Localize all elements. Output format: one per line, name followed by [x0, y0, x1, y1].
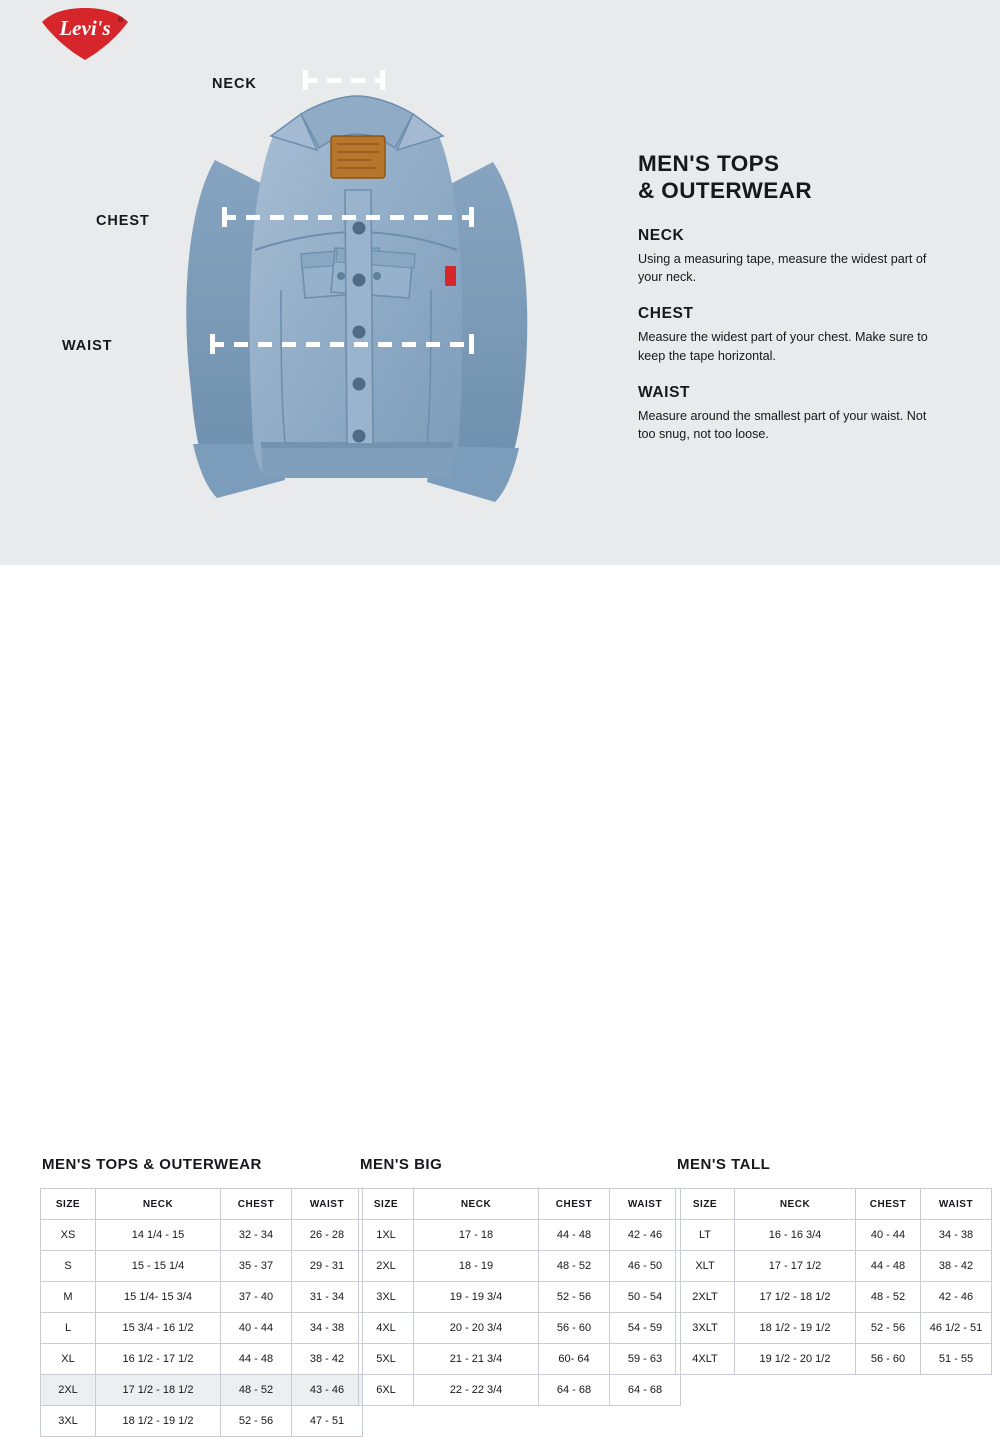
- table-row: [359, 1313, 681, 1344]
- neck-measure-cap-right: [380, 70, 385, 90]
- cell-size: LT: [676, 1220, 735, 1251]
- cell-size: XLT: [676, 1251, 735, 1282]
- cell-size: 5XL: [359, 1344, 414, 1375]
- cell-waist: 54 - 59: [610, 1313, 681, 1344]
- cell-neck: 15 1/4- 15 3/4: [96, 1282, 221, 1313]
- cell-waist: 46 - 50: [610, 1251, 681, 1282]
- table-row: [359, 1220, 681, 1251]
- table-row: [359, 1375, 681, 1406]
- cell-waist: 38 - 42: [292, 1344, 363, 1375]
- cell-chest: 56 - 60: [539, 1313, 610, 1344]
- cell-chest: 48 - 52: [856, 1282, 921, 1313]
- table-row: [676, 1220, 992, 1251]
- instruction-heading-neck: NECK: [638, 226, 685, 244]
- size-charts: [0, 565, 1000, 1427]
- cell-waist: 59 - 63: [610, 1344, 681, 1375]
- measuring-instructions: [638, 150, 938, 443]
- cell-chest: 32 - 34: [221, 1220, 292, 1251]
- table-header-row: [41, 1189, 363, 1220]
- cell-chest: 52 - 56: [539, 1282, 610, 1313]
- neck-measure-cap-left: [303, 70, 308, 90]
- cell-waist: 42 - 46: [610, 1220, 681, 1251]
- column-header-size: SIZE: [676, 1189, 735, 1220]
- cell-neck: 19 1/2 - 20 1/2: [735, 1344, 856, 1375]
- table-row: [41, 1220, 363, 1251]
- instruction-heading-chest: CHEST: [638, 305, 694, 323]
- cell-chest: 44 - 48: [539, 1220, 610, 1251]
- cell-neck: 19 - 19 3/4: [414, 1282, 539, 1313]
- waist-measure-label: WAIST: [62, 338, 113, 354]
- cell-size: M: [41, 1282, 96, 1313]
- cell-chest: 35 - 37: [221, 1251, 292, 1282]
- cell-size: 1XL: [359, 1220, 414, 1251]
- cell-neck: 21 - 21 3/4: [414, 1344, 539, 1375]
- table-row: [41, 1313, 363, 1344]
- cell-waist: 51 - 55: [921, 1344, 992, 1375]
- chest-measure-cap-left: [222, 207, 227, 227]
- table-row: [359, 1251, 681, 1282]
- size-chart-big: [358, 1156, 681, 1406]
- svg-text:®: ®: [118, 17, 124, 24]
- column-header-waist: WAIST: [610, 1189, 681, 1220]
- cell-neck: 17 1/2 - 18 1/2: [96, 1375, 221, 1406]
- column-header-size: SIZE: [41, 1189, 96, 1220]
- size-chart-tops-outerwear: [40, 1156, 363, 1437]
- cell-chest: 48 - 52: [221, 1375, 292, 1406]
- size-chart-title: MEN'S BIG: [360, 1156, 443, 1173]
- neck-measure-label: NECK: [212, 76, 257, 92]
- cell-chest: 48 - 52: [539, 1251, 610, 1282]
- cell-size: 3XLT: [676, 1313, 735, 1344]
- cell-chest: 56 - 60: [856, 1344, 921, 1375]
- page-title: [638, 150, 938, 205]
- cell-size: 3XL: [359, 1282, 414, 1313]
- waist-measure-cap-left: [210, 334, 215, 354]
- table-row: [41, 1282, 363, 1313]
- page-title-line-2: & OUTERWEAR: [638, 178, 812, 204]
- cell-waist: 34 - 38: [921, 1220, 992, 1251]
- table-row: [676, 1251, 992, 1282]
- cell-size: 4XLT: [676, 1344, 735, 1375]
- cell-size: 6XL: [359, 1375, 414, 1406]
- cell-chest: 44 - 48: [856, 1251, 921, 1282]
- cell-waist: 47 - 51: [292, 1406, 363, 1437]
- column-header-neck: NECK: [414, 1189, 539, 1220]
- table-row: [359, 1282, 681, 1313]
- cell-size: XS: [41, 1220, 96, 1251]
- cell-neck: 15 3/4 - 16 1/2: [96, 1313, 221, 1344]
- cell-waist: 43 - 46: [292, 1375, 363, 1406]
- table-row: [41, 1406, 363, 1437]
- cell-size: S: [41, 1251, 96, 1282]
- waist-measure-line: [210, 342, 474, 347]
- cell-chest: 60- 64: [539, 1344, 610, 1375]
- cell-size: 2XLT: [676, 1282, 735, 1313]
- size-chart-title: MEN'S TALL: [677, 1156, 771, 1173]
- size-table: [358, 1188, 681, 1406]
- table-row: [676, 1282, 992, 1313]
- cell-waist: 26 - 28: [292, 1220, 363, 1251]
- cell-waist: 29 - 31: [292, 1251, 363, 1282]
- chest-measure-line: [222, 215, 474, 220]
- cell-neck: 17 1/2 - 18 1/2: [735, 1282, 856, 1313]
- cell-waist: 50 - 54: [610, 1282, 681, 1313]
- table-row: [41, 1251, 363, 1282]
- cell-chest: 44 - 48: [221, 1344, 292, 1375]
- cell-neck: 18 1/2 - 19 1/2: [96, 1406, 221, 1437]
- cell-neck: 22 - 22 3/4: [414, 1375, 539, 1406]
- size-chart-tall: [675, 1156, 992, 1375]
- size-table: [40, 1188, 363, 1437]
- chest-measure-label: CHEST: [96, 213, 150, 229]
- cell-chest: 40 - 44: [221, 1313, 292, 1344]
- page-title-line-1: MEN'S TOPS: [638, 151, 780, 176]
- cell-neck: 16 1/2 - 17 1/2: [96, 1344, 221, 1375]
- column-header-waist: WAIST: [921, 1189, 992, 1220]
- instruction-body-neck: Using a measuring tape, measure the widest part of your neck.: [638, 251, 927, 285]
- cell-neck: 18 - 19: [414, 1251, 539, 1282]
- instruction-body-waist: Measure around the smallest part of your waist. Not too snug, not too loose.: [638, 408, 927, 442]
- table-row: [41, 1344, 363, 1375]
- column-header-neck: NECK: [735, 1189, 856, 1220]
- cell-waist: 46 1/2 - 51: [921, 1313, 992, 1344]
- cell-neck: 14 1/4 - 15: [96, 1220, 221, 1251]
- table-row: [676, 1344, 992, 1375]
- cell-neck: 17 - 18: [414, 1220, 539, 1251]
- hero-banner: [0, 0, 1000, 565]
- size-table: [675, 1188, 992, 1375]
- table-header-row: [359, 1189, 681, 1220]
- column-header-waist: WAIST: [292, 1189, 363, 1220]
- cell-chest: 40 - 44: [856, 1220, 921, 1251]
- cell-size: 2XL: [41, 1375, 96, 1406]
- cell-size: 3XL: [41, 1406, 96, 1437]
- jacket-illustration: [95, 40, 615, 530]
- chest-measure-cap-right: [469, 207, 474, 227]
- cell-chest: 52 - 56: [856, 1313, 921, 1344]
- column-header-chest: CHEST: [221, 1189, 292, 1220]
- table-row: [359, 1344, 681, 1375]
- cell-waist: 64 - 68: [610, 1375, 681, 1406]
- column-header-chest: CHEST: [539, 1189, 610, 1220]
- cell-chest: 52 - 56: [221, 1406, 292, 1437]
- cell-neck: 15 - 15 1/4: [96, 1251, 221, 1282]
- cell-neck: 17 - 17 1/2: [735, 1251, 856, 1282]
- cell-neck: 18 1/2 - 19 1/2: [735, 1313, 856, 1344]
- cell-neck: 20 - 20 3/4: [414, 1313, 539, 1344]
- cell-neck: 16 - 16 3/4: [735, 1220, 856, 1251]
- instruction-body-chest: Measure the widest part of your chest. Make sure to keep the tape horizontal.: [638, 330, 928, 363]
- cell-waist: 38 - 42: [921, 1251, 992, 1282]
- column-header-neck: NECK: [96, 1189, 221, 1220]
- cell-size: XL: [41, 1344, 96, 1375]
- table-row: [41, 1375, 363, 1406]
- instruction-heading-waist: WAIST: [638, 383, 691, 401]
- svg-text:Levi's: Levi's: [59, 16, 111, 40]
- cell-waist: 42 - 46: [921, 1282, 992, 1313]
- neck-measure-line: [303, 78, 385, 83]
- column-header-chest: CHEST: [856, 1189, 921, 1220]
- cell-size: 4XL: [359, 1313, 414, 1344]
- waist-measure-cap-right: [469, 334, 474, 354]
- cell-waist: 31 - 34: [292, 1282, 363, 1313]
- cell-size: L: [41, 1313, 96, 1344]
- cell-waist: 34 - 38: [292, 1313, 363, 1344]
- column-header-size: SIZE: [359, 1189, 414, 1220]
- cell-chest: 64 - 68: [539, 1375, 610, 1406]
- cell-chest: 37 - 40: [221, 1282, 292, 1313]
- table-header-row: [676, 1189, 992, 1220]
- size-chart-title: MEN'S TOPS & OUTERWEAR: [42, 1156, 262, 1173]
- cell-size: 2XL: [359, 1251, 414, 1282]
- table-row: [676, 1313, 992, 1344]
